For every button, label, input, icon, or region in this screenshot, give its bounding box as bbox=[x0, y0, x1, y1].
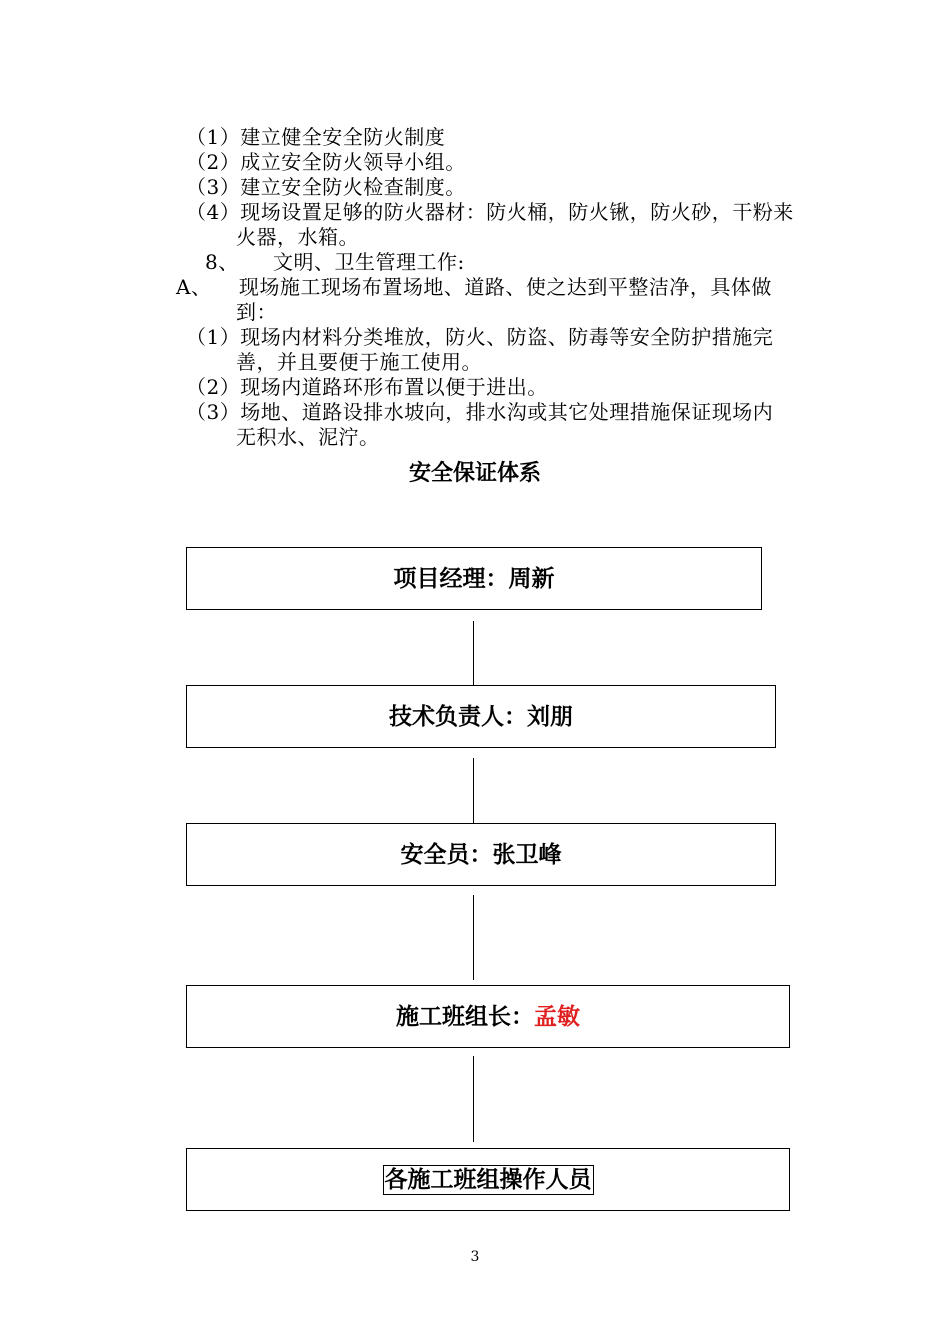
section-heading-8: 8、 文明、卫生管理工作: bbox=[205, 250, 465, 274]
text-line-10: 善，并且要便于施工使用。 bbox=[236, 350, 482, 374]
box-team-leader bbox=[186, 985, 790, 1048]
team-leader-line bbox=[396, 1003, 580, 1031]
text-line-9: （1）现场内材料分类堆放，防火、防盗、防毒等安全防护措施完 bbox=[186, 325, 774, 349]
team-leader-name: 孟敏 bbox=[534, 1003, 580, 1030]
safety-officer-label: 安全员：张卫峰 bbox=[400, 841, 562, 868]
team-leader-label: 施工班组长： bbox=[396, 1003, 534, 1030]
page-number: 3 bbox=[470, 1249, 480, 1265]
text-line-7: A、 现场施工现场布置场地、道路、使之达到平整洁净，具体做 bbox=[176, 275, 772, 299]
text-line-11: （2）现场内道路环形布置以便于进出。 bbox=[186, 375, 548, 399]
org-chart-title: 安全保证体系 bbox=[408, 461, 541, 486]
box-workers bbox=[186, 1148, 790, 1211]
text-line-2: （2）成立安全防火领导小组。 bbox=[186, 150, 466, 174]
connector-line-4 bbox=[473, 1056, 474, 1142]
connector-line-3 bbox=[473, 895, 474, 980]
project-manager-label: 项目经理：周新 bbox=[393, 565, 555, 592]
box-technical-lead bbox=[186, 685, 776, 748]
text-line-5: 火器，水箱。 bbox=[236, 225, 359, 249]
text-line-8: 到： bbox=[236, 300, 277, 324]
text-line-13: 无积水、泥泞。 bbox=[236, 425, 380, 449]
text-line-3: （3）建立安全防火检查制度。 bbox=[186, 175, 466, 199]
box-safety-officer bbox=[186, 823, 776, 886]
text-line-12: （3）场地、道路设排水坡向，排水沟或其它处理措施保证现场内 bbox=[186, 400, 774, 424]
box-project-manager bbox=[186, 547, 762, 610]
technical-lead-label: 技术负责人：刘朋 bbox=[389, 703, 573, 730]
text-line-4: （4）现场设置足够的防火器材：防火桶，防火锹，防火砂，干粉来 bbox=[186, 200, 794, 224]
text-line-1: （1）建立健全安全防火制度 bbox=[186, 125, 446, 149]
workers-label: 各施工班组操作人员 bbox=[384, 1166, 592, 1193]
